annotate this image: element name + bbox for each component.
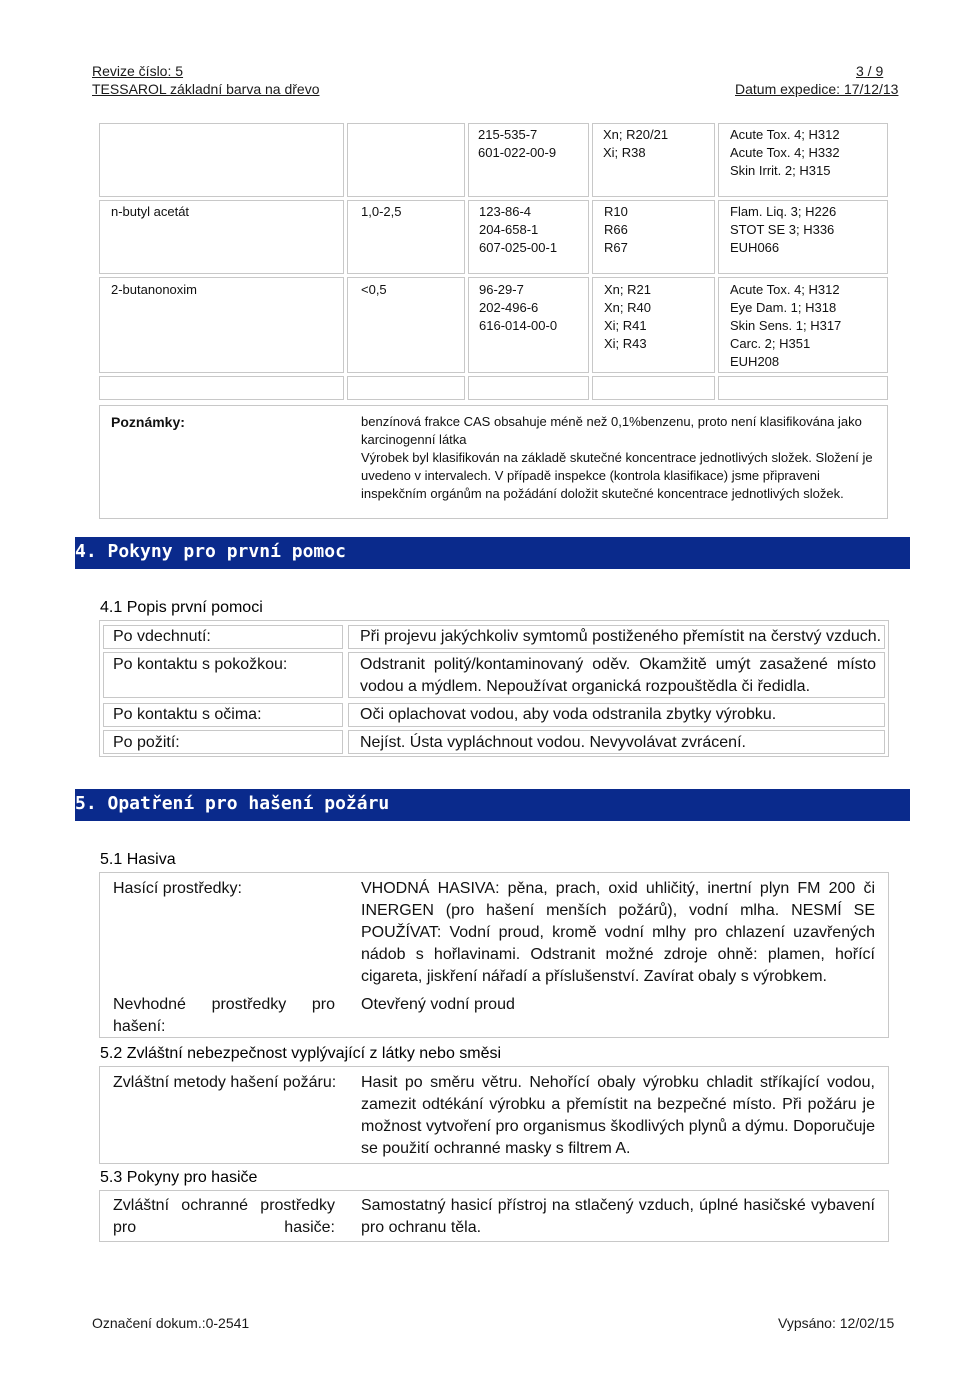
- notes-text: benzínová frakce CAS obsahuje méně než 0,1%benzenu, proto není klasifikována jako karcinogenní látka Výrobek byl klasifikován na základě skutečné koncentrace jednotlivých složek. Složení je uvedeno v intervalech. V případě inspekce (kontrola klasifikace) jsme připraveni inspekčním orgánům na požádání doložit skutečné koncentrace jednotlivých složek.: [361, 414, 873, 501]
- revision-number: Revize číslo: 5: [92, 63, 184, 79]
- notes-label: Poznámky:: [111, 414, 185, 430]
- section-5-title: 5. Opatření pro hašení požáru: [75, 793, 390, 814]
- issued-date: Vypsáno: 12/02/15: [778, 1315, 895, 1331]
- r-phrases: Xn; R21 Xn; R40 Xi; R41 Xi; R43: [604, 282, 651, 351]
- section-5-2-heading: 5.2 Zvláštní nebezpečnost vyplývající z látky nebo směsi: [100, 1045, 502, 1062]
- table-row: 215-535-7 601-022-00-9: [478, 127, 557, 160]
- h-phrases: Flam. Liq. 3; H226 STOT SE 3; H336 EUH066: [730, 204, 837, 255]
- section-4-title: 4. Pokyny pro první pomoc: [75, 541, 346, 562]
- extinguishers-value: VHODNÁ HASIVA: pěna, prach, oxid uhličitý, inertní plyn FM 200 či INERGEN (pro hašení menších požárů), vodní mlha. NESMÍ SE POUŽÍVAT: Vodní proud, kromě vodní mlhy pro chlazení uzavřených nádob s hořlavinami. Odstranit možné zdroje ohně: plamen, hořící cigareta, jiskření nářadí a příslušenství. Zavírat obaly s výrobkem.: [361, 880, 875, 985]
- section-5-banner: [75, 789, 910, 821]
- table-cell: [99, 376, 344, 400]
- ppe-label: Zvláštní ochranné prostředky pro hasiče:: [113, 1197, 335, 1236]
- concentration: 1,0-2,5: [361, 204, 402, 219]
- section-4-banner: [75, 537, 910, 569]
- concentration: <0,5: [361, 282, 387, 297]
- issue-date: Datum expedice: 17/12/13: [735, 81, 899, 97]
- table-cell: [592, 376, 715, 400]
- r-phrases: R10 R66 R67: [604, 204, 628, 255]
- inhalation-value: Při projevu jakýchkoliv symtomů postiženého přemístit na čerstvý vzduch.: [360, 628, 882, 645]
- table-row: Acute Tox. 4; H312 Acute Tox. 4; H332 Skin Irrit. 2; H315: [730, 127, 840, 178]
- special-methods-label: Zvláštní metody hašení požáru:: [113, 1074, 337, 1091]
- h-phrases: Acute Tox. 4; H312 Eye Dam. 1; H318 Skin Sens. 1; H317 Carc. 2; H351 EUH208: [730, 282, 842, 369]
- eye-contact-label: Po kontaktu s očima:: [113, 706, 262, 723]
- table-cell: [468, 376, 589, 400]
- table-cell: [347, 376, 465, 400]
- ingestion-label: Po požití:: [113, 734, 180, 751]
- document-id: Označení dokum.:0-2541: [92, 1315, 250, 1331]
- ppe-value: Samostatný hasicí přístroj na stlačený vzduch, úplné hasičské vybavení pro ochranu těla.: [361, 1197, 875, 1236]
- table-cell: [718, 376, 888, 400]
- product-name: TESSAROL základní barva na dřevo: [92, 81, 320, 97]
- substance-name: 2-butanonoxim: [111, 282, 197, 297]
- unsuitable-value: Otevřený vodní proud: [361, 996, 515, 1013]
- identifiers: 123-86-4 204-658-1 607-025-00-1: [479, 204, 558, 255]
- extinguishers-label: Hasící prostředky:: [113, 880, 242, 897]
- special-methods-value: Hasit po směru větru. Nehořící obaly výrobku chladit stříkající vodou, zamezit odtékání výrobku a přemístit na bezpečné místo. Při požáru je možnost vytvoření pro organismus škodlivých plynů a dýmu. Doporučuje se použití ochranné masky s filtrem A.: [361, 1074, 875, 1157]
- identifiers: 96-29-7 202-496-6 616-014-00-0: [479, 282, 558, 333]
- section-5-1-heading: 5.1 Hasiva: [100, 851, 176, 868]
- table-cell: [99, 123, 344, 197]
- skin-contact-label: Po kontaktu s pokožkou:: [113, 656, 288, 673]
- section-4-1-heading: 4.1 Popis první pomoci: [100, 599, 263, 616]
- table-row: Xn; R20/21 Xi; R38: [603, 127, 669, 160]
- page-number: 3 / 9: [856, 63, 884, 79]
- table-cell: [347, 123, 465, 197]
- ingestion-value: Nejíst. Ústa vypláchnout vodou. Nevyvolávat zvrácení.: [360, 734, 746, 751]
- section-5-3-heading: 5.3 Pokyny pro hasiče: [100, 1169, 258, 1186]
- substance-name: n-butyl acetát: [111, 204, 190, 219]
- unsuitable-label: Nevhodné prostředky pro hašení:: [113, 996, 335, 1035]
- skin-contact-value: Odstranit politý/kontaminovaný oděv. Okamžitě umýt zasažené místo vodou a mýdlem. Nepoužívat organická rozpouštědla či ředidla.: [360, 656, 876, 695]
- inhalation-label: Po vdechnutí:: [113, 628, 211, 645]
- eye-contact-value: Oči oplachovat vodou, aby voda odstranila zbytky výrobku.: [360, 706, 777, 723]
